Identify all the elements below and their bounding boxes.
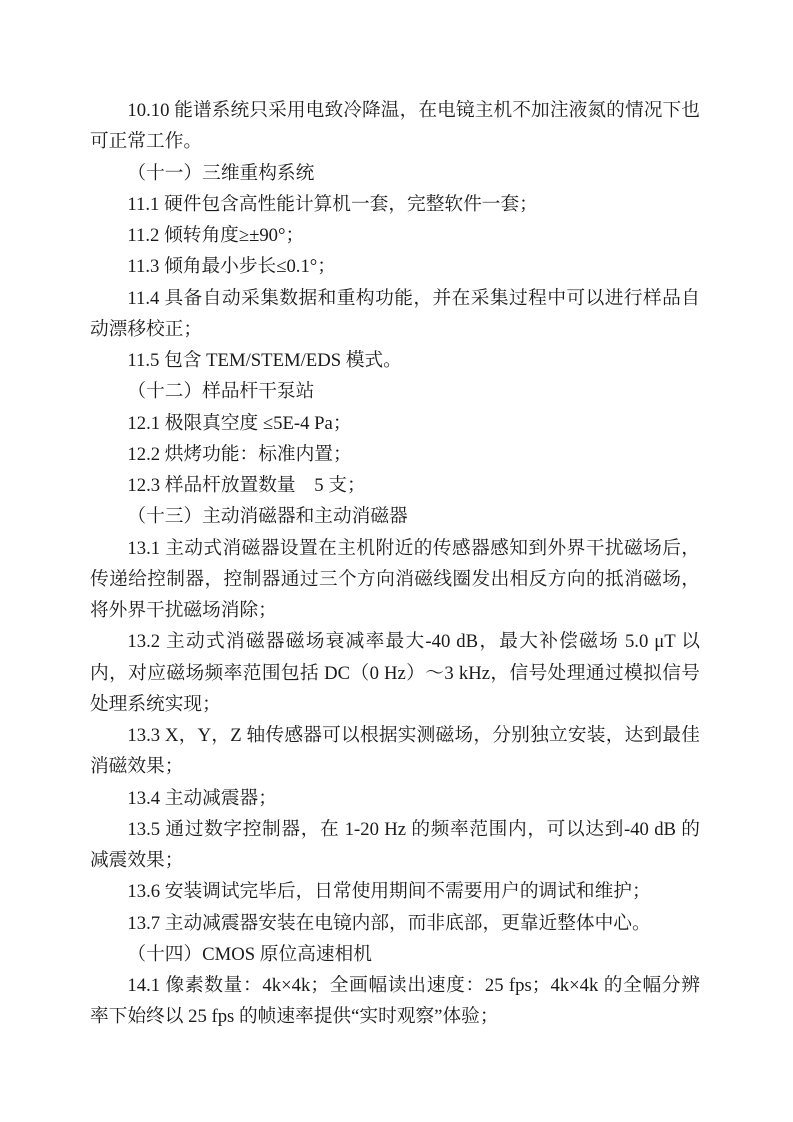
paragraph-item-10-10: 10.10 能谱系统只采用电致冷降温，在电镜主机不加注液氮的情况下也可正常工作。 xyxy=(90,100,700,153)
paragraph-item-12-1: 12.1 极限真空度 ≤5E-4 Pa； xyxy=(127,412,352,434)
section-heading-11: （十一）三维重构系统 xyxy=(127,162,315,184)
paragraph-item-11-3: 11.3 倾角最小步长≤0.1°； xyxy=(127,256,336,278)
paragraph-item-13-5: 13.5 通过数字控制器，在 1-20 Hz 的频率范围内，可以达到-40 dB 的减震效果； xyxy=(90,818,700,871)
paragraph-item-13-1: 13.1 主动式消磁器设置在主机附近的传感器感知到外界干扰磁场后，传递给控制器，控制器通过三个方向消磁线圈发出相反方向的抵消磁场，将外界干扰磁场消除； xyxy=(90,537,700,621)
section-heading-13: （十三）主动消磁器和主动消磁器 xyxy=(127,506,408,528)
paragraph-item-13-2: 13.2 主动式消磁器磁场衰减率最大-40 dB，最大补偿磁场 5.0 μT 以内，对应磁场频率范围包括 DC（0 Hz）～3 kHz，信号处理通过模拟信号处理系统实现； xyxy=(90,631,700,715)
paragraph-item-13-6: 13.6 安装调试完毕后，日常使用期间不需要用户的调试和维护； xyxy=(127,881,651,903)
section-heading-12: （十二）样品杆干泵站 xyxy=(127,381,315,403)
paragraph-item-12-3: 12.3 样品杆放置数量 5 支； xyxy=(127,475,366,496)
paragraph-item-13-7: 13.7 主动减震器安装在电镜内部，而非底部，更靠近整体中心。 xyxy=(127,912,651,934)
paragraph-item-11-4: 11.4 具备自动采集数据和重构功能，并在采集过程中可以进行样品自动漂移校正； xyxy=(90,287,700,340)
paragraph-item-12-2: 12.2 烘烤功能：标准内置； xyxy=(127,443,352,465)
paragraph-item-14-1: 14.1 像素数量：4k×4k；全画幅读出速度：25 fps；4k×4k 的全幅分辨率下始终以 25 fps 的帧速率提供“实时观察”体验； xyxy=(90,975,700,1028)
paragraph-item-13-4: 13.4 主动减震器； xyxy=(127,787,277,809)
section-heading-14: （十四）CMOS 原位高速相机 xyxy=(127,943,372,965)
paragraph-item-11-2: 11.2 倾转角度≥±90°； xyxy=(127,225,305,246)
paragraph-item-11-5: 11.5 包含 TEM/STEM/EDS 模式。 xyxy=(127,350,402,371)
paragraph-item-11-1: 11.1 硬件包含高性能计算机一套，完整软件一套； xyxy=(127,193,538,215)
document-body xyxy=(90,95,700,1033)
paragraph-item-13-3: 13.3 X，Y，Z 轴传感器可以根据实测磁场，分别独立安装，达到最佳消磁效果； xyxy=(90,725,700,778)
